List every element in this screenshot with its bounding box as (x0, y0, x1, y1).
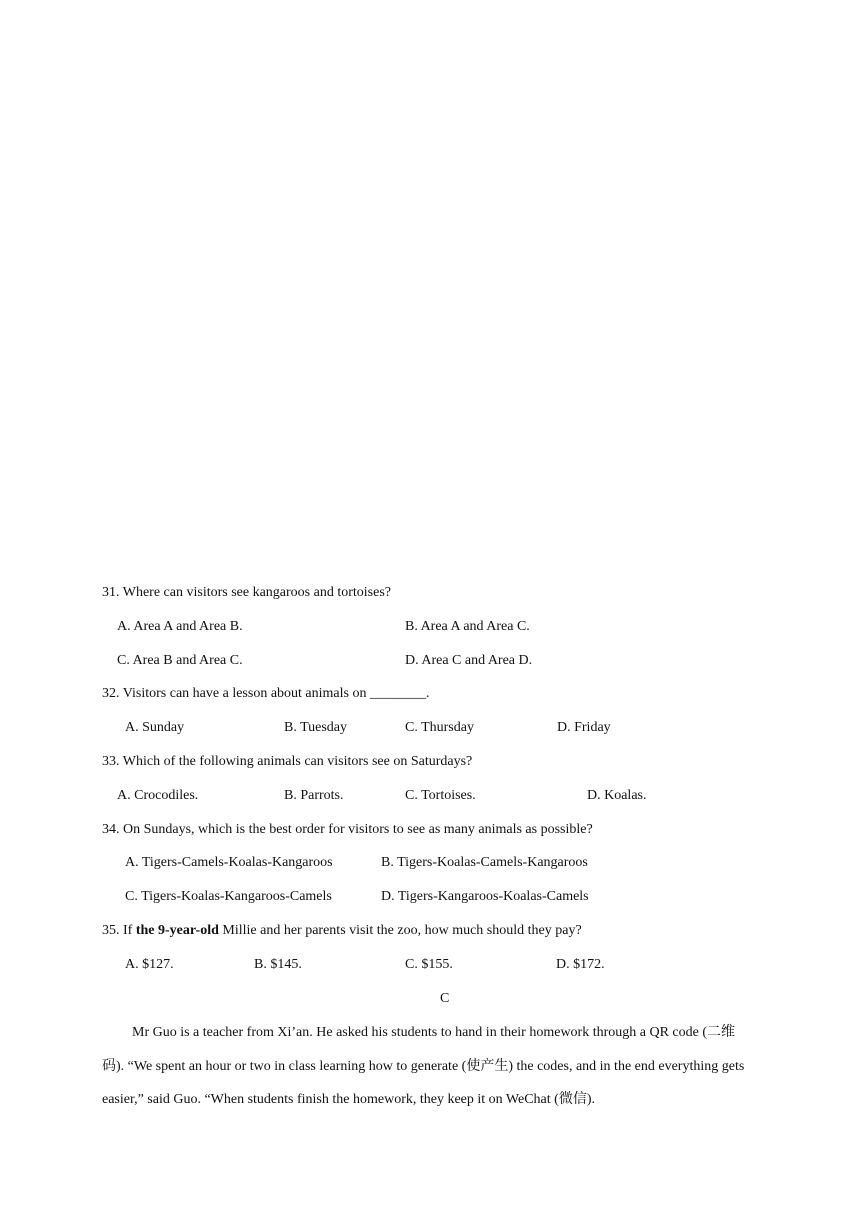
question-35-option-b: B. $145. (254, 957, 302, 972)
question-32-option-a: A. Sunday (125, 720, 185, 735)
question-35-stem-prefix: 35. If (102, 923, 136, 938)
question-31-option-d: D. Area C and Area D. (405, 653, 533, 668)
question-34-option-d: D. Tigers-Kangaroos-Koalas-Camels (381, 889, 589, 904)
question-35-stem (102, 924, 582, 938)
passage-text: Mr Guo is a teacher from Xi’an. He asked his students to hand in their homework through a QR code (二维码). “We spent an hour or two in class learning how to generate (使产生) the codes, and in the end everything gets easier,” said Guo. “When students finish the homework, they keep it on WeChat (微信). (102, 1025, 745, 1107)
question-33-option-c: C. Tortoises. (405, 788, 476, 803)
question-32-option-d: D. Friday (557, 720, 611, 735)
question-35-stem-suffix: Millie and her parents visit the zoo, how much should they pay? (218, 923, 582, 938)
question-32-option-b: B. Tuesday (284, 720, 348, 735)
question-33-stem: 33. Which of the following animals can visitors see on Saturdays? (102, 754, 473, 769)
question-31-option-a: A. Area A and Area B. (117, 619, 243, 634)
question-34-option-a: A. Tigers-Camels-Koalas-Kangaroos (125, 855, 333, 870)
question-31-option-b: B. Area A and Area C. (405, 619, 530, 634)
question-34-option-b: B. Tigers-Koalas-Camels-Kangaroos (381, 855, 588, 870)
question-35-option-c: C. $155. (405, 957, 453, 972)
question-35-stem-bold: the 9-year-old (135, 923, 219, 938)
question-32-option-c: C. Thursday (405, 720, 474, 735)
section-heading: C (440, 991, 450, 1006)
question-31-stem: 31. Where can visitors see kangaroos and tortoises? (102, 585, 391, 600)
question-35-option-a: A. $127. (125, 957, 174, 972)
question-33-option-b: B. Parrots. (284, 788, 344, 803)
question-32-stem: 32. Visitors can have a lesson about animals on ________. (102, 686, 430, 701)
passage-paragraph (102, 1016, 750, 1117)
question-31-option-c: C. Area B and Area C. (117, 653, 243, 668)
question-34-option-c: C. Tigers-Koalas-Kangaroos-Camels (125, 889, 332, 904)
question-33-option-d: D. Koalas. (587, 788, 647, 803)
question-34-stem: 34. On Sundays, which is the best order for visitors to see as many animals as possible? (102, 822, 593, 837)
question-33-option-a: A. Crocodiles. (117, 788, 199, 803)
question-35-option-d: D. $172. (556, 957, 605, 972)
